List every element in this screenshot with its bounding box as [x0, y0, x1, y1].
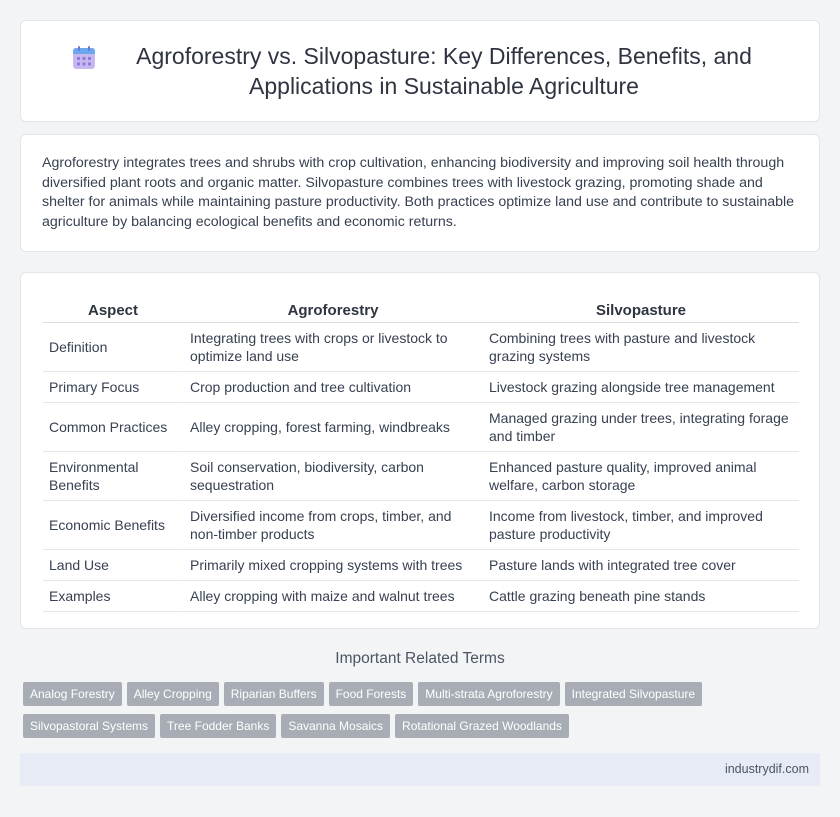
silvopasture-cell: Livestock grazing alongside tree management — [483, 372, 799, 403]
title-card — [20, 20, 820, 122]
related-term-tag[interactable]: Riparian Buffers — [224, 682, 324, 706]
aspect-cell: Common Practices — [43, 403, 183, 452]
footer-site-link[interactable]: industrydif.com — [724, 762, 809, 776]
aspect-cell: Primary Focus — [43, 372, 183, 403]
footer — [20, 753, 820, 786]
related-terms-heading: Important Related Terms — [335, 650, 505, 667]
silvopasture-cell: Cattle grazing beneath pine stands — [483, 581, 799, 612]
table-row — [43, 501, 799, 550]
header-agroforestry: Agroforestry — [183, 295, 483, 323]
silvopasture-cell: Enhanced pasture quality, improved animal welfare, carbon storage — [483, 452, 799, 501]
table-row — [43, 372, 799, 403]
related-term-tag[interactable]: Tree Fodder Banks — [160, 714, 276, 738]
header-aspect: Aspect — [43, 295, 183, 323]
intro-paragraph: Agroforestry integrates trees and shrubs with crop cultivation, enhancing biodiversity and improving soil health through diversified plant roots and organic matter. Silvopasture combines trees with livestock grazing, promoting shade and shelter for animals while maintaining pasture productivity. Both practices optimize land use and contribute to sustainable agriculture by balancing ecological benefits and economic returns. — [42, 155, 795, 230]
silvopasture-cell: Combining trees with pasture and livestock grazing systems — [483, 323, 799, 372]
table-row — [43, 581, 799, 612]
agroforestry-cell: Alley cropping with maize and walnut trees — [183, 581, 483, 612]
related-term-tag[interactable]: Integrated Silvopasture — [565, 682, 702, 706]
related-term-tag[interactable]: Silvopastoral Systems — [23, 714, 155, 738]
calendar-icon — [71, 45, 97, 71]
agroforestry-cell: Soil conservation, biodiversity, carbon sequestration — [183, 452, 483, 501]
aspect-cell: Land Use — [43, 550, 183, 581]
related-term-tag[interactable]: Analog Forestry — [23, 682, 122, 706]
agroforestry-cell: Diversified income from crops, timber, and non-timber products — [183, 501, 483, 550]
related-term-tag[interactable]: Savanna Mosaics — [281, 714, 390, 738]
table-row — [43, 550, 799, 581]
table-row — [43, 323, 799, 372]
aspect-cell: Definition — [43, 323, 183, 372]
page-title: Agroforestry vs. Silvopasture: Key Differences, Benefits, and Applications in Sustainable Agriculture — [136, 43, 752, 99]
intro-card — [20, 134, 820, 252]
related-term-tag[interactable]: Alley Cropping — [127, 682, 219, 706]
header-silvopasture: Silvopasture — [483, 295, 799, 323]
silvopasture-cell: Pasture lands with integrated tree cover — [483, 550, 799, 581]
related-terms-list — [23, 682, 813, 746]
comparison-table — [43, 295, 799, 612]
aspect-cell: Examples — [43, 581, 183, 612]
table-header-row — [43, 295, 799, 323]
agroforestry-cell: Primarily mixed cropping systems with trees — [183, 550, 483, 581]
agroforestry-cell: Integrating trees with crops or livestock to optimize land use — [183, 323, 483, 372]
agroforestry-cell: Alley cropping, forest farming, windbreaks — [183, 403, 483, 452]
related-term-tag[interactable]: Multi-strata Agroforestry — [418, 682, 559, 706]
silvopasture-cell: Managed grazing under trees, integrating forage and timber — [483, 403, 799, 452]
aspect-cell: Economic Benefits — [43, 501, 183, 550]
silvopasture-cell: Income from livestock, timber, and improved pasture productivity — [483, 501, 799, 550]
related-term-tag[interactable]: Food Forests — [329, 682, 414, 706]
aspect-cell: Environmental Benefits — [43, 452, 183, 501]
comparison-card — [20, 272, 820, 629]
table-row — [43, 403, 799, 452]
related-term-tag[interactable]: Rotational Grazed Woodlands — [395, 714, 569, 738]
table-row — [43, 452, 799, 501]
agroforestry-cell: Crop production and tree cultivation — [183, 372, 483, 403]
